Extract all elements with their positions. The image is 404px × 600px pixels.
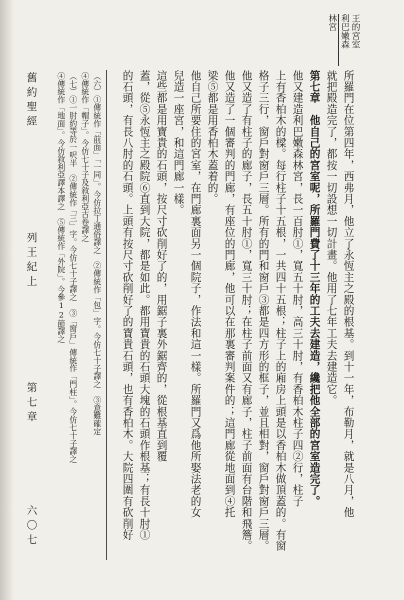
main-text-column: 他又建造利巴嫩森林宮，長一百肘①，寬五十肘，高三十肘，有香柏木柱子四②行，柱子 xyxy=(291,70,304,507)
running-head-section: 列王紀上 xyxy=(25,232,38,290)
main-text-column: 他自己所要住的宮室，在門廊裏面另一個院子，作法和這一樣。所羅門又爲他所娶法老的女 xyxy=(189,70,202,518)
margin-note-line: 利巴嫩森 xyxy=(338,14,349,66)
running-head-chapter: 第七章 xyxy=(25,382,38,426)
footnote-column: ④傳統作「帽子」。今仿七十子及敘利亞古卷譯之 xyxy=(80,72,90,242)
main-text-column: 的石頭，有長八肘的石頭。上頭有按尺寸砍削好了的寶貴石頭，也有香柏木。大院四圍有砍削好 xyxy=(121,70,134,541)
margin-note xyxy=(326,14,360,66)
footnote-column: （七）①一肘約等於一呎半 ②傳統作「三」字。今仿七十子譯之 ③「窗戶」傳統作「門柱」。今仿七十子譯之 xyxy=(68,72,78,464)
main-text-column: 蓋，從⑤永恆主之殿院⑥直到大院，都是如此。都用寶貴的石頭大塊的石頭作根基；有長十肘① xyxy=(138,70,151,541)
running-head-book: 舊約聖經 xyxy=(25,72,38,130)
main-text-column: 就把殿造完了，都按一切設想一切計畫。他用了七年工夫去建造它。 xyxy=(325,70,338,406)
main-text-column: 所羅門在位第四年，西弗月，他立了永恆主之殿的根基。到十一年，布勒月，就是八月，他 xyxy=(342,70,355,518)
main-text-column: 梁⑤都是用香柏木蓋着的。 xyxy=(206,70,219,205)
page-number: 六〇七 xyxy=(25,505,38,549)
chapter-heading-column: 第七章 他自己的宮室呢，所羅門費了十三年的工夫去建造，纔把他全部的宮室造完了。 xyxy=(308,70,321,507)
main-text-column: 他又造了有柱子的廊子，長五十肘①，寬三十肘；在柱子前面又有廊子，柱子前面有台階和飛簷。 xyxy=(240,70,253,552)
main-text-column: 上有香柏木的樑。每行柱子十五根，一共四十五根；柱子上的廂房上頭是以香柏木做頂蓋的。有窗 xyxy=(274,70,287,552)
margin-note-line: 王的宮室 xyxy=(350,14,360,49)
page-gutter-shadow xyxy=(0,0,14,600)
notes-separator-rule xyxy=(106,70,107,560)
footnote-column: ④傳統作「地面」。今仿敘利亞譯本譯之 ⑤傳統作「外院」。今參12節譯之 xyxy=(56,72,66,344)
main-text-column: 格子三行，窗戶對窗戶三層。所有的門和窗戶③都是四方形的框子，並且相對，窗戶對窗戶三層。 xyxy=(257,70,270,552)
main-text-column: 他又造了一個審判的門廊，有座位的門廊，他可以在那裏審判案件的；這門廊從地面到④托 xyxy=(223,70,236,518)
footnote-column: （六）①傳統作「前面」「一同」。今仿拉丁通俗譯之 ②傳統作「包」字。今仿七十子譯之 ③意難確定 xyxy=(92,72,102,436)
main-text-column: 這些都是用寶貴的石頭，按尺寸砍削好了的，用鋸子裏外鋸齊的，從根基直到覆 xyxy=(155,70,168,462)
margin-note-line: 林宮 xyxy=(326,14,337,32)
main-text-column: 兒造一座宮，和這門廊一樣。 xyxy=(172,70,185,216)
